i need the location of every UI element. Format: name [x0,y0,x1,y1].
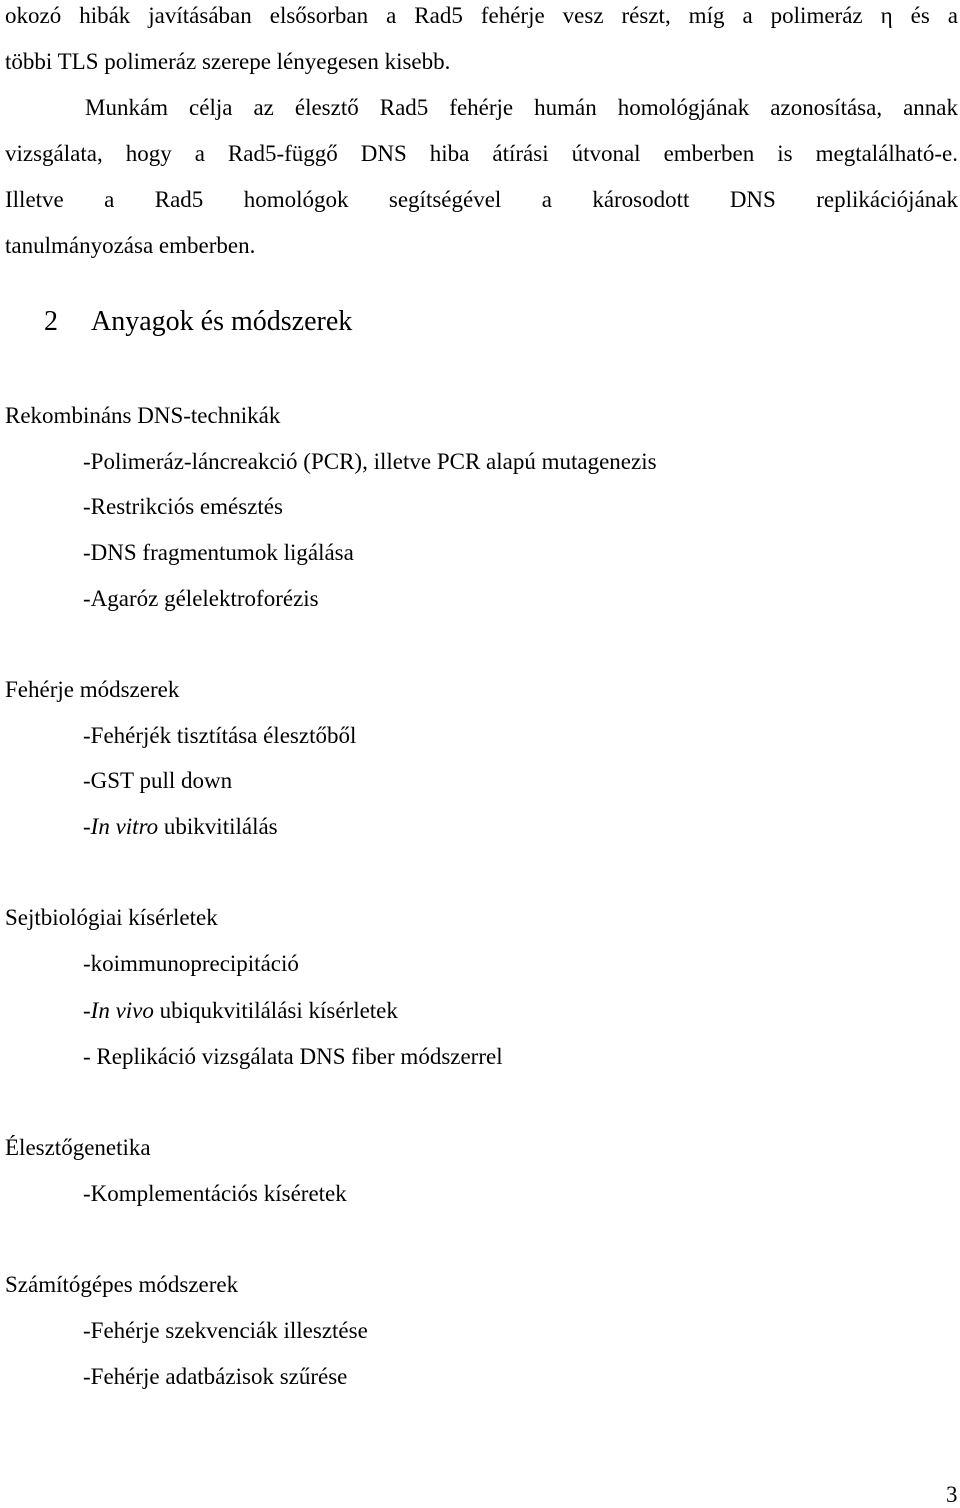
list-item: -Komplementációs kíséretek [83,1181,347,1206]
list-item: -Fehérjék tisztítása élesztőből [83,723,357,748]
list-item [83,812,278,842]
group-title: Számítógépes módszerek [5,1272,239,1297]
item-rest: ubikvitilálás [158,814,278,839]
intro-line: többi TLS polimeráz szerepe lényegesen kisebb. [5,49,451,74]
section-title: Anyagok és módszerek [91,306,353,337]
group-title: Élesztőgenetika [5,1135,151,1160]
section-number: 2 [44,306,58,337]
intro-line: okozó hibák javításában elsősorban a Rad5 fehérje vesz részt, míg a polimeráz η és a [5,3,958,28]
intro-line: Illetve a Rad5 homológok segítségével a károsodott DNS replikációjának [5,187,958,212]
item-italic: In vitro [90,814,159,839]
item-prefix: - [83,998,91,1023]
item-rest: ubiqukvitilálási kísérletek [153,998,398,1023]
list-item: -DNS fragmentumok ligálása [83,540,354,565]
list-item: -Polimeráz-láncreakció (PCR), illetve PCR alapú mutagenezis [83,449,657,474]
group-title: Rekombináns DNS-technikák [5,403,281,428]
list-item: -Restrikciós emésztés [83,494,283,519]
intro-paragraph [5,0,958,269]
intro-line: vizsgálata, hogy a Rad5-függő DNS hiba átírási útvonal emberben is megtalálható-e. [5,141,958,166]
list-item: -Agaróz gélelektroforézis [83,586,319,611]
item-prefix: - [83,814,91,839]
group-title: Sejtbiológiai kísérletek [5,905,218,930]
list-item: -GST pull down [83,768,233,793]
group-title: Fehérje módszerek [5,677,180,702]
list-item: -Fehérje szekvenciák illesztése [83,1318,368,1343]
list-item: -koimmunoprecipitáció [83,951,299,976]
list-item [83,996,398,1026]
section-heading [44,300,352,344]
intro-line: Munkám célja az élesztő Rad5 fehérje humán homológjának azonosítása, annak [85,95,958,120]
page-number: 3 [946,1482,958,1507]
list-item: - Replikáció vizsgálata DNS fiber módszerrel [83,1044,503,1069]
item-italic: In vivo [90,998,154,1023]
list-item: -Fehérje adatbázisok szűrése [83,1364,348,1389]
intro-line: tanulmányozása emberben. [5,233,256,258]
